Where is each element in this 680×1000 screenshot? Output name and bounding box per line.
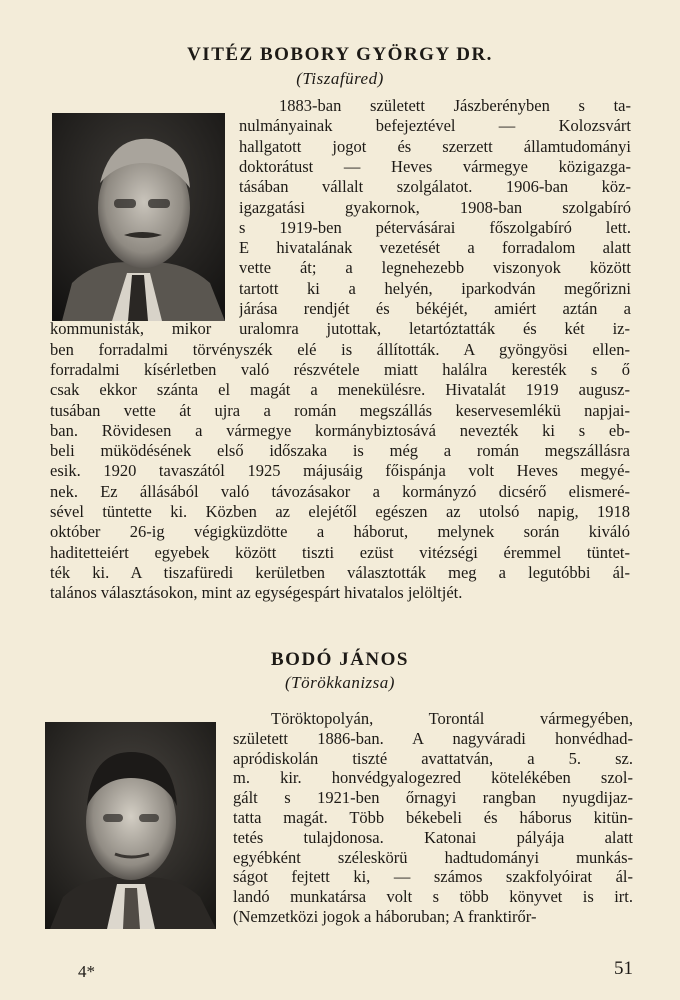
text-line: ban. Rövidesen a vármegye kormánybiztosává nevezték ki s eb- bbox=[50, 420, 630, 440]
text-line: egyébként széleskörü hadtudományi munkás- bbox=[233, 847, 633, 867]
text-line: (Nemzetközi jogok a háboruban; A franktirőr- bbox=[233, 907, 537, 926]
text-line: tatta magát. Több békebeli és háborus kitün- bbox=[233, 808, 633, 827]
text-line: ságot fejtett ki, — számos szakfolyóirat ál- bbox=[233, 867, 633, 887]
text-line: hallgatott jogot és szerzett államtudományi bbox=[239, 136, 631, 156]
page-number: 51 bbox=[614, 958, 633, 979]
text-line: haditetteiért egyebek között tiszti ezüst vitézségi éremmel tüntet- bbox=[50, 542, 630, 562]
text-line: gált s 1921-ben őrnagyi rangban nyugdijaz- bbox=[233, 788, 633, 808]
entry-2-place: (Törökkanizsa) bbox=[285, 673, 395, 692]
text-line: Töröktopolyán, Torontál vármegyében, bbox=[271, 709, 633, 728]
text-line: tásában vállalt szolgálatot. 1906-ban köz- bbox=[239, 177, 631, 197]
text-line: tartott ki a helyén, iparkodván megőrizni bbox=[239, 278, 631, 298]
text-line: apródiskolán tiszté avattatván, a 5. sz. bbox=[233, 748, 633, 768]
text-line: esik. 1920 tavaszától 1925 májusáig főispánja volt Heves megyé- bbox=[50, 461, 630, 481]
portrait-photo-bodo bbox=[45, 722, 216, 929]
text-line: landó munkatársa volt s több könyvet is irt. bbox=[233, 887, 633, 907]
text-line: született 1886-ban. A nagyváradi honvédhad- bbox=[233, 728, 633, 748]
portrait-bobory-image bbox=[52, 113, 225, 321]
text-line: nek. Ez állásából való távozásakor a kormányzó dicsérő elismeré- bbox=[50, 481, 630, 501]
entry-1-place: (Tiszafüred) bbox=[296, 69, 384, 88]
portrait-photo-bobory bbox=[52, 113, 225, 321]
text-line: 1883-ban született Jászberényben s ta- bbox=[279, 96, 631, 115]
text-line: ben forradalmi törvényszék elé is állították. A gyöngyösi ellen- bbox=[50, 339, 630, 359]
entry-1-name: VITÉZ BOBORY GYÖRGY DR. bbox=[187, 44, 493, 65]
text-line: járása rendjét és békéjét, amiért aztán a bbox=[239, 299, 631, 318]
text-line: igazgatási gyakornok, 1908-ban szolgabíró bbox=[239, 197, 631, 217]
text-line: nulmányainak befejeztével — Kolozsvárt bbox=[239, 116, 631, 136]
text-line: ték ki. A tiszafüredi kerületben választották meg a legutóbbi ál- bbox=[50, 562, 630, 582]
entry-2-name: BODÓ JÁNOS bbox=[271, 649, 409, 670]
text-line: s 1919-ben pétervásárai főszolgabíró lett. bbox=[239, 217, 631, 237]
text-line: sével tüntette ki. Közben az elejétől egészen az utolsó napig, 1918 bbox=[50, 502, 630, 521]
text-line: doktorátust — Heves vármegye közigazga- bbox=[239, 156, 631, 176]
text-line: E hivatalának vezetését a forradalom alatt bbox=[239, 238, 631, 258]
text-line: tusában vette át ujra a román megszállás keservesemlékü napjai- bbox=[50, 400, 630, 420]
text-line: október 26-ig végigküzdötte a háborut, melynek során kiváló bbox=[50, 522, 630, 542]
text-line: forradalmi kísérletben való részvétele miatt halálra keresték s ő bbox=[50, 359, 630, 379]
portrait-bodo-image bbox=[45, 722, 216, 929]
text-line: csak ekkor szánta el magát a menekülésre. Hivatalát 1919 augusz- bbox=[50, 380, 630, 400]
text-line: talános választásokon, mint az egységespárt hivatalos jelöltjét. bbox=[50, 583, 463, 603]
text-line: beli müködésének első időszaka is még a román megszállásra bbox=[50, 441, 630, 461]
text-line: tetés tulajdonosa. Katonai pályája alatt bbox=[233, 827, 633, 847]
text-line: m. kir. honvédgyalogezred kötelékében szol- bbox=[233, 768, 633, 788]
text-line: kommunisták, mikor uralomra jutottak, letartóztatták és két iz- bbox=[50, 319, 630, 339]
text-line: vette át; a legnehezebb viszonyok között bbox=[239, 258, 631, 278]
signature-mark: 4* bbox=[78, 962, 95, 981]
